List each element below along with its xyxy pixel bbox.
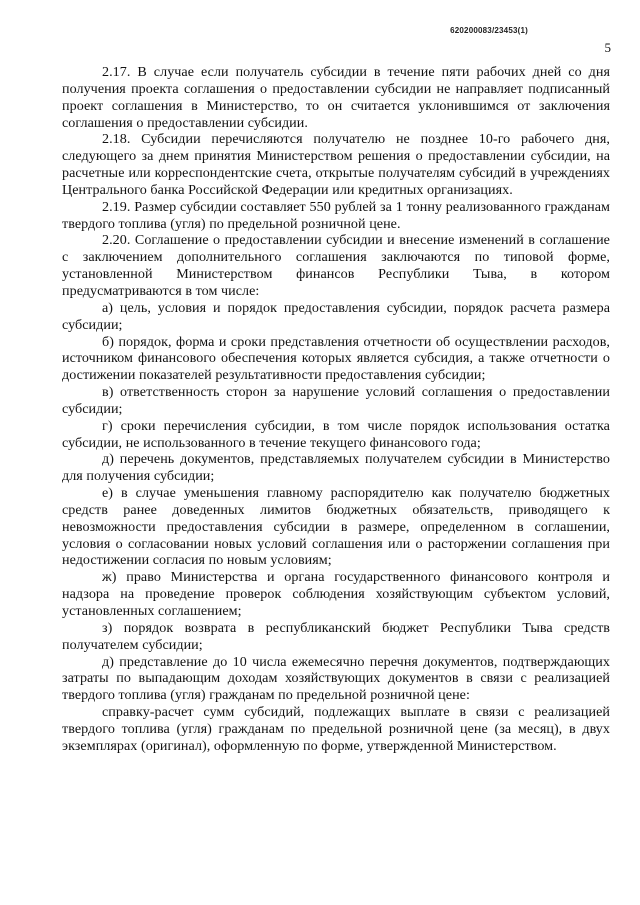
list-item-d: д) перечень документов, представляемых получателем субсидии в Министерство для получения субсидии; [62,451,610,485]
list-item-spravka: справку-расчет сумм субсидий, подлежащих выплате в связи с реализацией твердого топлива (угля) гражданам по предельной розничной цене (за месяц), в двух экземплярах (оригинал), оформленную по форме, утвержденной Министерством. [62,704,610,754]
list-item-zh: ж) право Министерства и органа государственного финансового контроля и надзора на проведение проверок соблюдения хозяйствующим субъектом условий, установленных соглашением; [62,569,610,619]
paragraph-2-19: 2.19. Размер субсидии составляет 550 рублей за 1 тонну реализованного гражданам твердого топлива (угля) по предельной розничной цене. [62,198,610,232]
list-item-g: г) сроки перечисления субсидии, в том числе порядок использования остатка субсидии, не использованного в течение текущего финансового года; [62,417,610,451]
paragraph-2-17: 2.17. В случае если получатель субсидии в течение пяти рабочих дней со дня получения проекта соглашения о предоставлении субсидии не направляет подписанный проект соглашения в Министерство, то он считается уклонившимся от заключения соглашения о предоставлении субсидии. [62,64,610,131]
list-item-b: б) порядок, форма и сроки представления отчетности об осуществлении расходов, источником финансового обеспечения которых является субсидия, а также отчетности о достижении показателей результативности предоставления субсидии; [62,333,610,384]
list-item-e: е) в случае уменьшения главному распорядителю как получателю бюджетных средств ранее доведенных лимитов бюджетных обязательств, приводящего к невозможности предоставления субсидии в размере, определенном в соглашении, условия о согласовании новых условий соглашения или о расторжении соглашения при недостижении согласия по новым условиям; [62,485,610,569]
document-number: 620200083/23453(1) [450,26,528,35]
document-body [62,64,610,755]
list-item-v: в) ответственность сторон за нарушение условий соглашения о предоставлении субсидии; [62,384,610,417]
paragraph-2-18: 2.18. Субсидии перечисляются получателю не позднее 10-го рабочего дня, следующего за днем принятия Министерством решения о предоставлении субсидии, на расчетные или корреспондентские счета, открытые получателям субсидий в учреждениях Центрального банка Российской Федерации или кредитных организациях. [62,131,610,198]
paragraph-2-20: 2.20. Соглашение о предоставлении субсидии и внесение изменений в соглашение с заключением дополнительного соглашения заключаются по типовой форме, установленной Министерством финансов Республики Тыва, в котором предусматриваются в том числе: [62,232,610,299]
list-item-z: з) порядок возврата в республиканский бюджет Республики Тыва средств получателем субсидии; [62,619,610,653]
list-item-d2: д) представление до 10 числа ежемесячно перечня документов, подтверждающих затраты по выпадающим доходам хозяйствующих документов в связи с реализацией твердого топлива (угля) гражданам по предельной розничной цене: [62,653,610,704]
list-item-a: а) цель, условия и порядок предоставления субсидии, порядок расчета размера субсидии; [62,299,610,333]
page-number: 5 [604,40,611,55]
